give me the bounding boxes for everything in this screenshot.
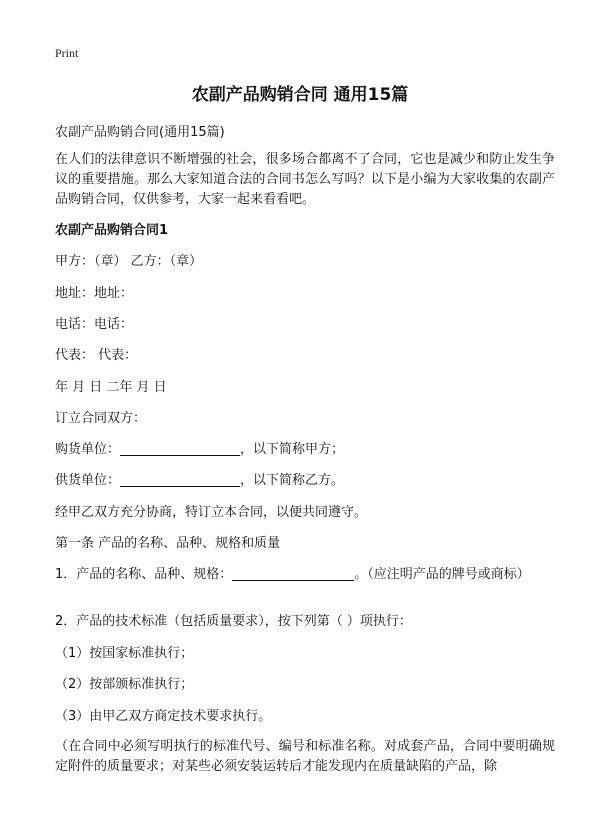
sub-item-3: （3）由甲乙双方商定技术要求执行。 bbox=[55, 709, 272, 724]
date-line: 年 月 日 二年 月 日 bbox=[55, 380, 167, 395]
phone-line: 电话：电话： bbox=[55, 317, 134, 332]
buyer-label: 购货单位： bbox=[55, 442, 121, 457]
sub-item-2: （2）按部颁标准执行； bbox=[55, 677, 194, 692]
intro-paragraph: 在人们的法律意识不断增强的社会，很多场合都离不了合同，它也是减少和防止发生争议的重要措施。那么大家知道合法的合同书怎么写吗？以下是小编为大家收集的农副产品购销合同，仅供参考，大家一起来看看吧。 bbox=[55, 152, 555, 207]
document-title: 农副产品购销合同 通用15篇 bbox=[191, 85, 409, 105]
parties-line: 甲方：（章） 乙方：（章） bbox=[55, 254, 203, 269]
item-2-line: 2．产品的技术标准（包括质量要求），按下列第（ ）项执行： bbox=[55, 614, 412, 629]
buyer-line bbox=[55, 438, 344, 457]
item-1-blank bbox=[232, 566, 354, 581]
supplier-blank bbox=[120, 472, 240, 487]
item-1-suffix: 。（应注明产品的牌号或商标） bbox=[354, 567, 530, 582]
article-1-heading: 第一条 产品的名称、品种、规格和质量 bbox=[55, 536, 281, 551]
print-label: Print bbox=[55, 46, 79, 60]
representative-line: 代表： 代表： bbox=[55, 348, 138, 363]
address-line: 地址：地址： bbox=[55, 286, 134, 301]
agreement-line: 经甲乙双方充分协商，特订立本合同，以便共同遵守。 bbox=[55, 505, 368, 520]
sub-item-1: （1）按国家标准执行； bbox=[55, 646, 194, 661]
signing-parties-line: 订立合同双方： bbox=[55, 411, 147, 426]
buyer-suffix: ，以下简称甲方； bbox=[240, 442, 345, 457]
supplier-suffix: ，以下简称乙方。 bbox=[240, 473, 345, 488]
buyer-blank bbox=[120, 441, 240, 456]
supplier-label: 供货单位： bbox=[55, 473, 121, 488]
note-paragraph: （在合同中必须写明执行的标准代号、编号和标准名称。对成套产品，合同中要明确规定附件的质量要求；对某些必须安装运转后才能发现内在质量缺陷的产品，除 bbox=[55, 739, 555, 774]
item-1-line bbox=[55, 563, 530, 582]
document-subtitle: 农副产品购销合同(通用15篇) bbox=[55, 125, 225, 140]
item-1-prefix: 1．产品的名称、品种、规格： bbox=[55, 567, 233, 582]
section-heading: 农副产品购销合同1 bbox=[55, 223, 169, 238]
supplier-line bbox=[55, 469, 344, 488]
